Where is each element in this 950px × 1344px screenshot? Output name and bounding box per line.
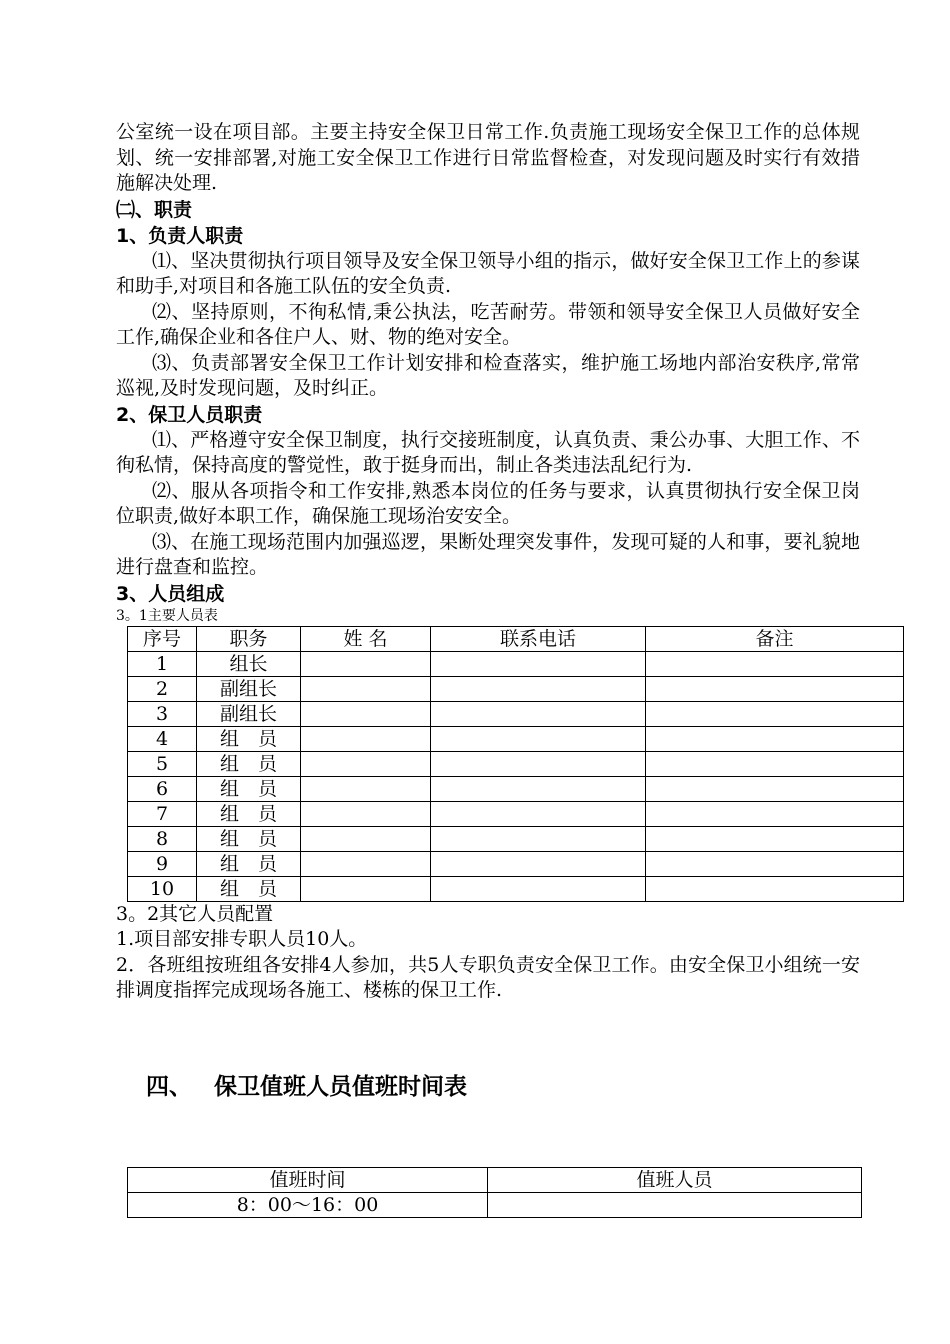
header-cell: 联系电话 [431, 626, 646, 651]
other-staff-item: 1.项目部安排专职人员10人。 [116, 928, 368, 950]
staffing-heading: 3、人员组成 [116, 582, 225, 605]
header-cell: 职务 [197, 626, 301, 651]
row-remark [646, 726, 904, 751]
other-staff-item: 2．各班组按班组各安排4人参加，共5人专职负责安全保卫工作。由安全保卫小组统一安排调度指挥完成现场各施工、楼栋的保卫工作. [116, 953, 860, 1001]
guard-duty-item: ⑶、在施工现场范围内加强巡逻，果断处理突发事件，发现可疑的人和事，要礼貌地进行盘查和监控。 [116, 530, 860, 578]
row-phone [431, 701, 646, 726]
table-row [128, 801, 904, 826]
row-name [301, 826, 431, 851]
row-name [301, 651, 431, 676]
leader-duty-item: ⑵、坚持原则，不徇私情,秉公执法，吃苦耐劳。带领和领导安全保卫人员做好安全工作,确保企业和各住户人、财、物的绝对安全。 [116, 300, 860, 348]
row-number: 5 [128, 751, 197, 776]
other-staff-heading: 3。2其它人员配置 [116, 902, 274, 925]
table-row [128, 651, 904, 676]
row-phone [431, 801, 646, 826]
duty-schedule-table [127, 1167, 862, 1218]
row-phone [431, 776, 646, 801]
row-role: 副组长 [197, 676, 301, 701]
guard-duty-item: ⑵、服从各项指令和工作安排,熟悉本岗位的任务与要求，认真贯彻执行安全保卫岗位职责,做好本职工作，确保施工现场治安安全。 [116, 479, 860, 527]
row-name [301, 726, 431, 751]
section-number: 四、 [146, 1074, 192, 1100]
row-phone [431, 876, 646, 901]
section-title: 保卫值班人员值班时间表 [214, 1074, 467, 1100]
duty-time-cell: 8：00～16：00 [128, 1193, 488, 1218]
duty-person-cell [488, 1193, 862, 1218]
guard-duties-heading: 2、保卫人员职责 [116, 403, 263, 426]
row-number: 3 [128, 701, 197, 726]
row-remark [646, 851, 904, 876]
row-name [301, 776, 431, 801]
row-name [301, 876, 431, 901]
header-cell: 姓 名 [301, 626, 431, 651]
leader-duty-item: ⑶、负责部署安全保卫工作计划安排和检查落实，维护施工场地内部治安秩序,常常巡视,及时发现问题，及时纠正。 [116, 351, 860, 399]
header-cell: 值班人员 [488, 1168, 862, 1193]
table-row [128, 726, 904, 751]
row-remark [646, 651, 904, 676]
row-phone [431, 851, 646, 876]
table-row [128, 676, 904, 701]
header-cell: 值班时间 [128, 1168, 488, 1193]
row-number: 2 [128, 676, 197, 701]
row-remark [646, 801, 904, 826]
row-name [301, 851, 431, 876]
table-row [128, 776, 904, 801]
row-role: 组 员 [197, 776, 301, 801]
table-row [128, 701, 904, 726]
row-role: 组 员 [197, 826, 301, 851]
row-name [301, 701, 431, 726]
table-row [128, 876, 904, 901]
table-row [128, 851, 904, 876]
row-name [301, 751, 431, 776]
row-remark [646, 776, 904, 801]
intro-paragraph: 公室统一设在项目部。主要主持安全保卫日常工作.负责施工现场安全保卫工作的总体规划、统一安排部署,对施工安全保卫工作进行日常监督检查，对发现问题及时实行有效措施解决处理. [116, 121, 860, 194]
row-number: 9 [128, 851, 197, 876]
row-phone [431, 751, 646, 776]
row-number: 7 [128, 801, 197, 826]
table-row [128, 751, 904, 776]
row-name [301, 676, 431, 701]
row-role: 组 员 [197, 801, 301, 826]
row-phone [431, 651, 646, 676]
header-cell: 备注 [646, 626, 904, 651]
row-role: 组 员 [197, 851, 301, 876]
row-remark [646, 876, 904, 901]
row-phone [431, 826, 646, 851]
table-row [128, 826, 904, 851]
row-role: 副组长 [197, 701, 301, 726]
row-phone [431, 676, 646, 701]
staff-table-header [128, 626, 904, 651]
duty-table-header [128, 1168, 862, 1193]
row-role: 组 员 [197, 751, 301, 776]
section-four-heading [146, 1068, 467, 1101]
row-role: 组 员 [197, 876, 301, 901]
staff-table [127, 626, 904, 902]
document-body [116, 120, 860, 1004]
header-cell: 序号 [128, 626, 197, 651]
row-number: 10 [128, 876, 197, 901]
row-number: 1 [128, 651, 197, 676]
row-number: 8 [128, 826, 197, 851]
section-heading-duties: ㈡、职责 [116, 198, 193, 221]
row-remark [646, 751, 904, 776]
guard-duty-item: ⑴、严格遵守安全保卫制度，执行交接班制度，认真负责、秉公办事、大胆工作、不徇私情，保持高度的警觉性，敢于挺身而出，制止各类违法乱纪行为. [116, 428, 860, 476]
row-role: 组 员 [197, 726, 301, 751]
row-number: 6 [128, 776, 197, 801]
row-remark [646, 701, 904, 726]
row-remark [646, 676, 904, 701]
row-number: 4 [128, 726, 197, 751]
row-name [301, 801, 431, 826]
table-row [128, 1193, 862, 1218]
leader-duties-heading: 1、负责人职责 [116, 224, 244, 247]
row-remark [646, 826, 904, 851]
leader-duty-item: ⑴、坚决贯彻执行项目领导及安全保卫领导小组的指示，做好安全保卫工作上的参谋和助手,对项目和各施工队伍的安全负责. [116, 249, 860, 297]
row-phone [431, 726, 646, 751]
staff-table-caption: 3。1主要人员表 [116, 607, 218, 624]
row-role: 组长 [197, 651, 301, 676]
